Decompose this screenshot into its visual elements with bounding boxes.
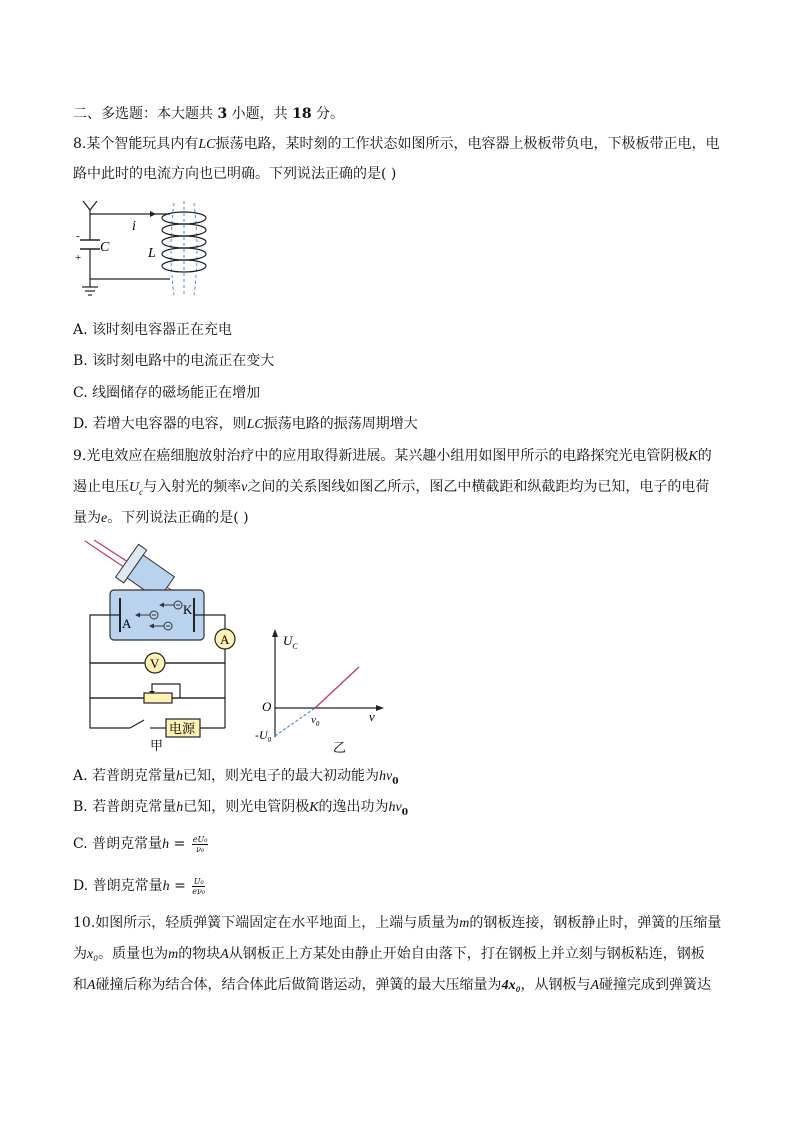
q9-option-d[interactable]: D. 普朗克常量h = $\frac{\text{U₀}}{\text{eν₀}}$ [73, 876, 206, 896]
q9-photocell-circuit-figure [80, 538, 250, 756]
fraction: $\frac{\text{eU₀}}{\text{ν₀}}$ [192, 834, 208, 854]
q8-stem-line1: 8.某个智能玩具内有LC振荡电路，某时刻的工作状态如图所示，电容器上极板带负电，下极板带正电，电 [73, 136, 720, 152]
q8-stem-line2: 路中此时的电流方向也已明确。下列说法正确的是( ) [73, 166, 397, 182]
cap-label-c: C [100, 240, 110, 255]
graph-origin-label: O [262, 699, 272, 714]
cap-plus-sign: + [75, 252, 82, 264]
q8-option-a[interactable]: A. 该时刻电容器正在充电 [73, 322, 233, 338]
q8-option-d[interactable]: D. 若增大电容器的电容，则LC振荡电路的振荡周期增大 [73, 416, 418, 432]
q9-option-b[interactable]: B. 若普朗克常量h已知，则光电管阴极K的逸出功为$h\nu_0$ [73, 799, 409, 818]
q8-option-b[interactable]: B. 该时刻电路中的电流正在变大 [73, 353, 275, 369]
fraction: $\frac{\text{U₀}}{\text{eν₀}}$ [192, 876, 206, 896]
voltmeter-label: V [150, 656, 160, 671]
graph-neg-u0-label: $-U_0$ [255, 728, 272, 744]
q9-option-c[interactable]: C. 普朗克常量h = $\frac{\text{eU₀}}{\text{ν₀}}$ [73, 834, 208, 854]
q9-stem-line2: 遏止电压$U_c$与入射光的频率ν之间的关系图线如图乙所示，图乙中横截距和纵截距均为已知，电子的电荷 [73, 479, 710, 497]
q8-lc-circuit-figure [70, 195, 220, 305]
section-heading: 二、多选题：本大题共 3 小题，共 18 分。 [73, 106, 345, 122]
ammeter-label: A [220, 632, 230, 647]
q10-stem-line3: 和A碰撞后称为结合体，结合体此后做简谐运动，弹簧的最大压缩量为4x₀，从钢板与A碰撞完成到弹簧达 [73, 977, 712, 993]
graph-x-axis-label: v [369, 709, 375, 724]
power-source-label: 电源 [169, 721, 196, 736]
q9-uc-v-graph-figure [255, 625, 390, 755]
cap-minus-sign: - [76, 230, 80, 242]
q9-option-a[interactable]: A. 若普朗克常量h已知，则光电子的最大初动能为$h\nu_0$ [73, 768, 399, 787]
q8-option-c[interactable]: C. 线圈储存的磁场能正在增加 [73, 385, 261, 401]
q10-stem-line1: 10.如图所示，轻质弹簧下端固定在水平地面上，上端与质量为m的钢板连接，钢板静止时，弹簧的压缩量 [73, 915, 722, 931]
anode-label: A [122, 616, 132, 631]
q9-stem-line3: 量为e。下列说法正确的是( ) [73, 510, 249, 526]
cathode-label: K [183, 602, 193, 617]
graph-v0-label: $v_0$ [311, 714, 320, 728]
figure-yi-label: 乙 [333, 740, 347, 755]
q10-stem-line2: 为x₀。质量也为m的物块A从钢板正上方某处由静止开始自由落下，打在钢板上并立刻与钢板粘连，钢板 [73, 946, 705, 962]
q9-stem-line1: 9.光电效应在癌细胞放射治疗中的应用取得新进展。某兴趣小组用如图甲所示的电路探究光电管阴极K的 [73, 448, 712, 464]
figure-jia-label: 甲 [150, 738, 164, 753]
current-label-i: i [132, 219, 136, 234]
graph-y-axis-label: $U_C$ [283, 633, 298, 651]
coil-label-l: L [148, 246, 156, 261]
